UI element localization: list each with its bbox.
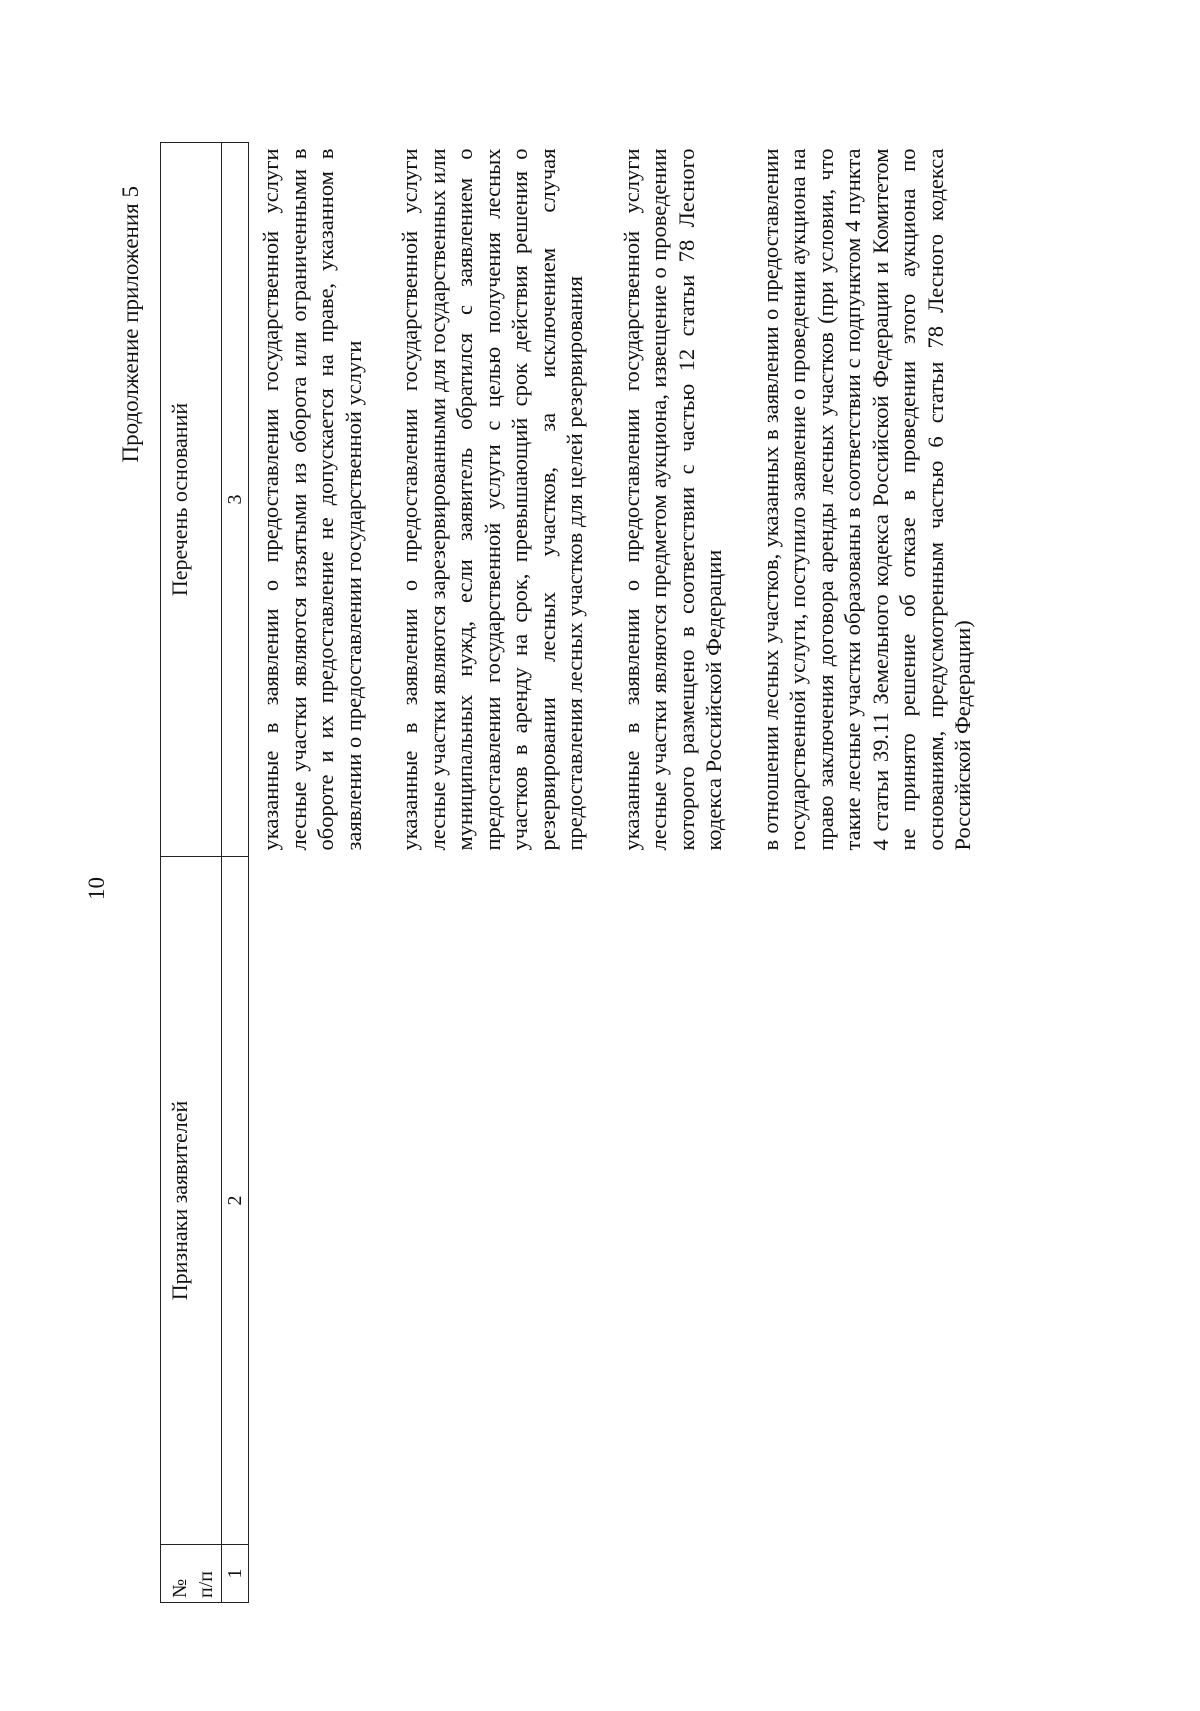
header-row — [161, 143, 222, 1603]
cell-applicant-signs — [249, 857, 1006, 1545]
ground-item: указанные в заявлении о предоставлении государственной услуги лесные участки являются изъятыми из оборота или ограниченными в обороте и их предоставление не допускается на праве, указанном в заявлении о предоставлении государственной услуги — [258, 148, 366, 851]
column-number-2: 2 — [222, 857, 249, 1545]
grounds-table — [160, 142, 1006, 1603]
column-number-1: 1 — [222, 1545, 249, 1603]
page-number: 10 — [84, 877, 109, 900]
header-applicant-signs: Признаки заявителей — [161, 857, 222, 1545]
cell-number — [249, 1545, 1006, 1603]
continuation-caption: Продолжение приложения 5 — [118, 186, 143, 463]
column-number-row — [222, 143, 249, 1603]
table-row — [249, 143, 1006, 1603]
ground-item: в отношении лесных участков, указанных в заявлении о предоставлении государственной услуги, поступило заявление о проведении аукциона на право заключения договора аренды лесных участков (при условии, что такие лесные участки образованы в соответствии с подпунктом 4 пункта 4 статьи 39.11 Земельного кодекса Российской Федерации и Комитетом не принято решение об отказе в проведении этого аукциона по основаниям, предусмотренным частью 6 статьи 78 Лесного кодекса Российской Федерации) — [757, 148, 975, 851]
cell-grounds — [249, 143, 1006, 857]
header-grounds-list: Перечень оснований — [161, 143, 222, 857]
header-number — [161, 1545, 222, 1603]
column-number-3: 3 — [222, 143, 249, 857]
header-number-label: № п/п — [169, 1571, 217, 1598]
ground-item: указанные в заявлении о предоставлении государственной услуги лесные участки являются зарезервированными для государственных или муниципальных нужд, если заявитель обратился с заявлением о предоставлении государственной услуги с целью получения лесных участков в аренду на срок, превышающий срок действия решения о резервировании лесных участков, за исключением случая предоставления лесных участков для целей резервирования — [397, 148, 587, 851]
ground-item: указанные в заявлении о предоставлении государственной услуги лесные участки являются предметом аукциона, извещение о проведении которого размещено в соответствии с частью 12 статьи 78 Лесного кодекса Российской Федерации — [618, 148, 726, 851]
grounds-list — [249, 143, 977, 857]
